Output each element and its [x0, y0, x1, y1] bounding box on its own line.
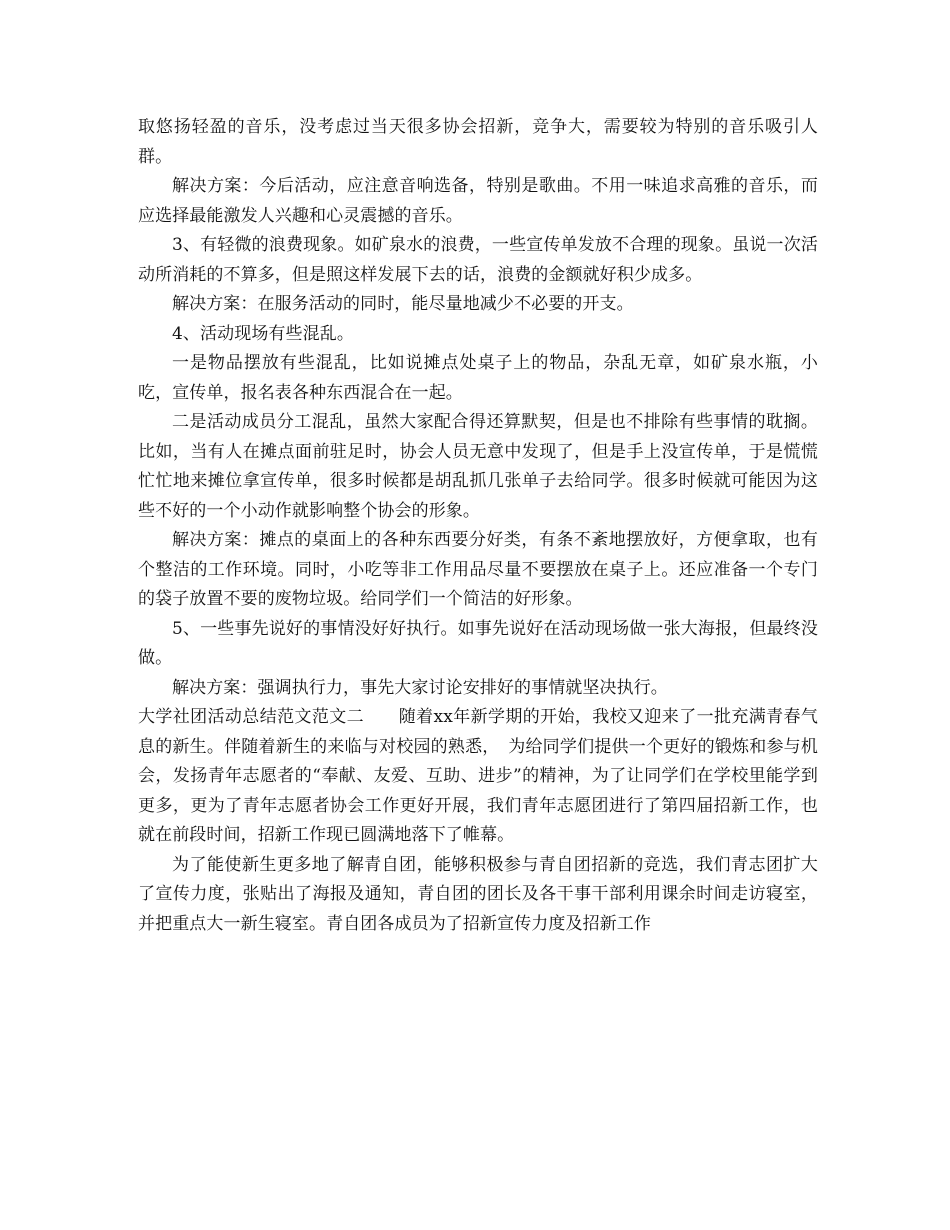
paragraph-10: 解决方案：强调执行力，事先大家讨论安排好的事情就坚决执行。 [172, 677, 668, 698]
paragraph-1: 取悠扬轻盈的音乐，没考虑过当天很多协会招新，竞争大，需要较为特别的音乐吸引人群。 [138, 117, 818, 167]
paragraph-9: 5、一些事先说好的事情没好好执行。如事先说好在活动现场做一张大海报，但最终没做。 [138, 618, 818, 668]
paragraph-6: 一是物品摆放有些混乱，比如说摊点处桌子上的物品，杂乱无章，如矿泉水瓶，小吃，宣传单，报名表各种东西混合在一起。 [138, 353, 818, 403]
paragraph-8: 解决方案：摊点的桌面上的各种东西要分好类，有条不紊地摆放好，方便拿取，也有个整洁的工作环境。同时，小吃等非工作用品尽量不要摆放在桌子上。还应准备一个专门的袋子放置不要的废物垃圾。给同学们一个简洁的好形象。 [138, 530, 818, 609]
paragraph-7: 二是活动成员分工混乱，虽然大家配合得还算默契，但是也不排除有些事情的耽搁。比如，当有人在摊点面前驻足时，协会人员无意中发现了，但是手上没宣传单，于是慌慌忙忙地来摊位拿宣传单，很多时候都是胡乱抓几张单子去给同学。很多时候就可能因为这些不好的一个小动作就影响整个协会的形象。 [138, 412, 818, 521]
document-body [138, 113, 818, 939]
paragraph-4: 解决方案：在服务活动的同时，能尽量地减少不必要的开支。 [172, 294, 634, 314]
paragraph-2: 解决方案：今后活动，应注意音响选备，特别是歌曲。不用一味追求高雅的音乐，而应选择最能激发人兴趣和心灵震撼的音乐。 [138, 176, 818, 226]
paragraph-3: 3、有轻微的浪费现象。如矿泉水的浪费，一些宣传单发放不合理的现象。虽说一次活动所消耗的不算多，但是照这样发展下去的话，浪费的金额就好积少成多。 [138, 235, 818, 285]
paragraph-5: 4、活动现场有些混乱。 [172, 323, 354, 344]
paragraph-11: 大学社团活动总结范文范文二 随着xx年新学期的开始，我校又迎来了一批充满青春气息的新生。伴随着新生的来临与对校园的熟悉， 为给同学们提供一个更好的锻炼和参与机会，发扬青年志愿者的“奉献、友爱、互助、进步”的精神，为了让同学们在学校里能学到更多，更为了青年志愿者协会工作更好开展，我们青年志愿团进行了第四届招新工作，也就在前段时间，招新工作现已圆满地落下了帷幕。 [138, 707, 818, 845]
paragraph-12: 为了能使新生更多地了解青自团，能够积极参与青自团招新的竞选，我们青志团扩大了宣传力度，张贴出了海报及通知，青自团的团长及各干事干部利用课余时间走访寝室，并把重点大一新生寝室。青自团各成员为了招新宣传力度及招新工作 [138, 854, 818, 934]
